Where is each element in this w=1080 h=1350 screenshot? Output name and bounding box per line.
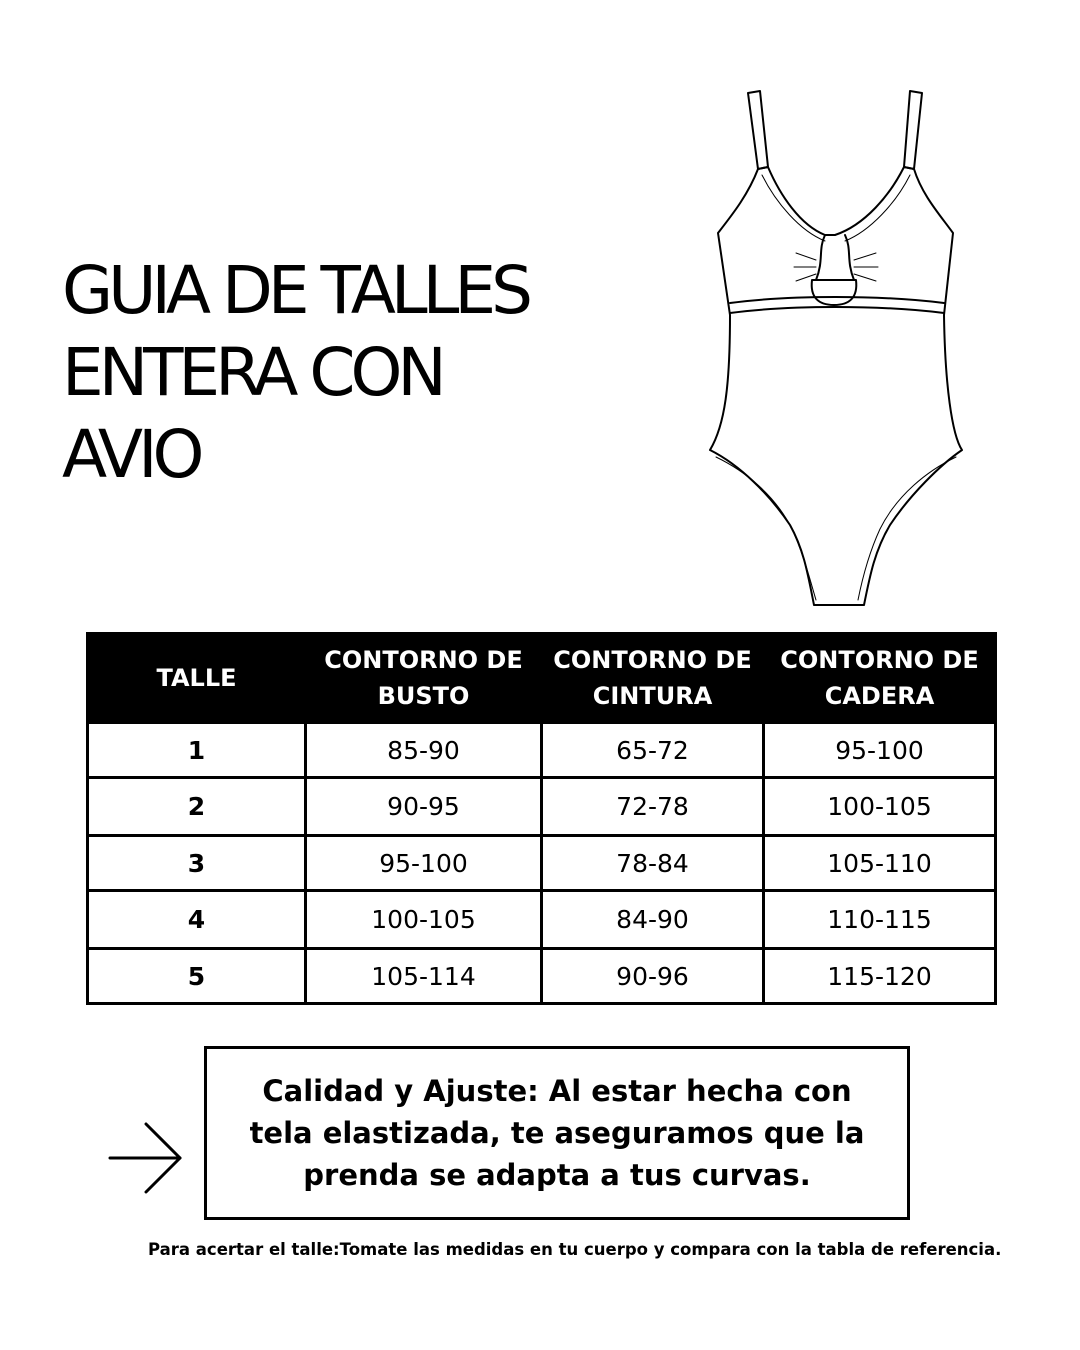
- busto-cell: 100-105: [306, 891, 542, 949]
- cintura-cell: 65-72: [542, 723, 764, 778]
- table-row: [88, 949, 996, 1004]
- talle-cell: 1: [88, 723, 306, 778]
- table-row: [88, 891, 996, 949]
- busto-cell: 90-95: [306, 778, 542, 836]
- page-title: [62, 250, 528, 496]
- size-table: [86, 632, 997, 1005]
- busto-cell: 95-100: [306, 836, 542, 891]
- talle-cell: 4: [88, 891, 306, 949]
- cintura-cell: 72-78: [542, 778, 764, 836]
- talle-cell: 3: [88, 836, 306, 891]
- talle-cell: 2: [88, 778, 306, 836]
- title-line-2: ENTERA CON: [62, 334, 442, 411]
- cintura-cell: 90-96: [542, 949, 764, 1004]
- swimsuit-illustration: [700, 85, 970, 610]
- table-header-row: [88, 634, 996, 723]
- header-talle: TALLE: [88, 634, 306, 723]
- footer-text: Para acertar el talle:Tomate las medidas en tu cuerpo y compara con la tabla de referencia.: [148, 1240, 1002, 1259]
- header-cintura: CONTORNO DE CINTURA: [542, 634, 764, 723]
- cintura-cell: 84-90: [542, 891, 764, 949]
- cintura-cell: 78-84: [542, 836, 764, 891]
- table-row: [88, 778, 996, 836]
- cadera-cell: 95-100: [764, 723, 996, 778]
- table-row: [88, 836, 996, 891]
- table-row: [88, 723, 996, 778]
- note-box: [204, 1046, 910, 1220]
- arrow-right-icon: [108, 1120, 184, 1196]
- header-cadera: CONTORNO DE CADERA: [764, 634, 996, 723]
- title-line-1: GUIA DE TALLES: [62, 252, 529, 329]
- cadera-cell: 100-105: [764, 778, 996, 836]
- header-busto: CONTORNO DE BUSTO: [306, 634, 542, 723]
- cadera-cell: 110-115: [764, 891, 996, 949]
- talle-cell: 5: [88, 949, 306, 1004]
- title-line-3: AVIO: [62, 416, 200, 493]
- busto-cell: 85-90: [306, 723, 542, 778]
- cadera-cell: 105-110: [764, 836, 996, 891]
- cadera-cell: 115-120: [764, 949, 996, 1004]
- note-text: Calidad y Ajuste: Al estar hecha con tela elastizada, te aseguramos que la prenda se adapta a tus curvas.: [249, 1074, 865, 1192]
- busto-cell: 105-114: [306, 949, 542, 1004]
